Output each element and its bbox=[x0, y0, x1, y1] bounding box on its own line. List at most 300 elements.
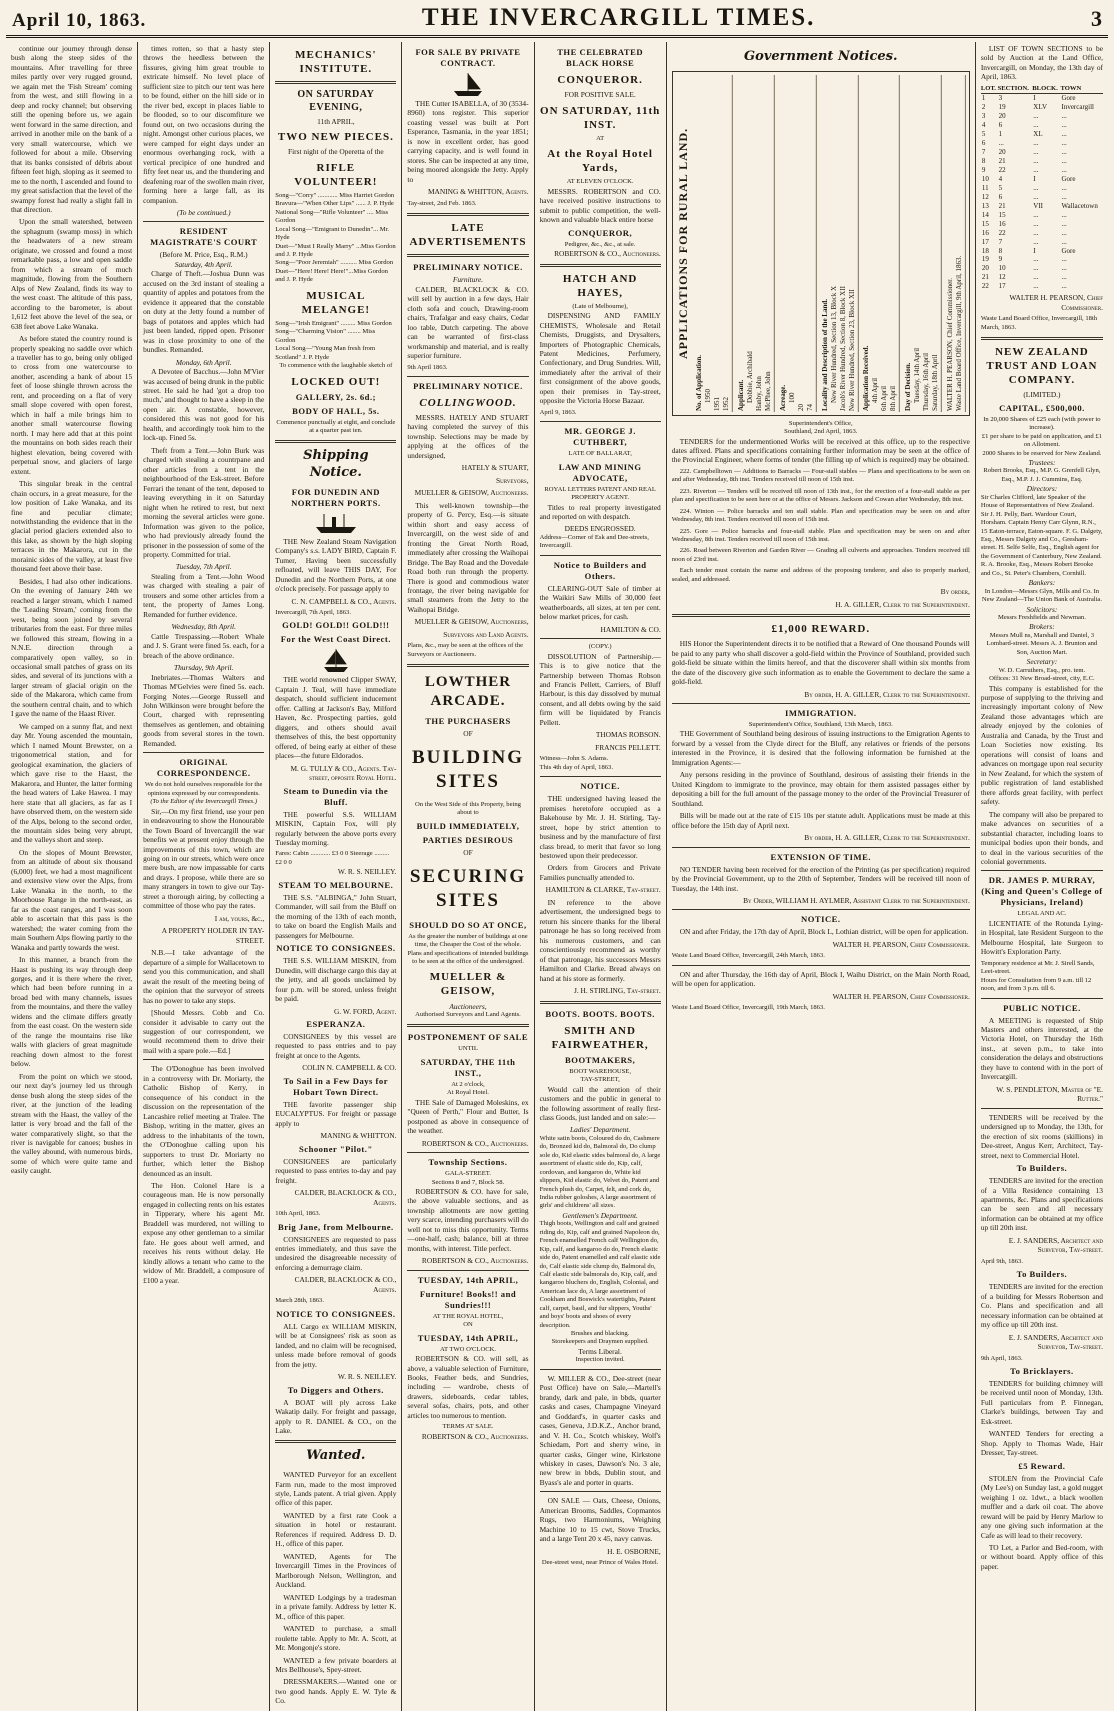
continued-note: (To be continued.) bbox=[176, 207, 231, 217]
table-cell: XLV bbox=[1033, 103, 1048, 112]
court-date: Thursday, 9th April. bbox=[174, 663, 234, 673]
notice-signature: By order, bbox=[940, 587, 970, 597]
divider bbox=[540, 421, 661, 422]
table-row bbox=[981, 148, 1103, 157]
ad-body: THE favorite passenger ship EUCALYPTUS. For freight or passage apply to bbox=[275, 1099, 397, 1128]
ad-body: LICENTIATE of the Rotunda Lying-in Hospital, late Resident Surgeon to the Melbourne Hospital, late Surgeon to Howitt's Exploration Party. bbox=[980, 918, 1103, 957]
ad-agent: Surveyors, bbox=[496, 475, 529, 485]
ad-list: Sir Charles Clifford, late Speaker of the House of Representatives of New Zealand. Sir J. H. Pelly, Bart. Wardour Court, Horsham. Captain Henry Carr Glynn, R.N., 15 Eaton-terrace, Eaton-square. F. G. Dalgety, Esq., Messrs Dalgety and Co., Gresham-street. H. Selfe Selfe, Esq., English agent for the Government of Canterbury, New Zealand. R. A. Brooke, Esq., Messrs Robert Brooke and Co., St. Peter's Chambers, Cornhill. bbox=[980, 493, 1103, 577]
rural-cell: 1952 bbox=[721, 396, 730, 411]
ad-line: BODY OF HALL, 5s. bbox=[292, 405, 380, 416]
court-report: Theft from a Tent.—John Burk was charged with stealing a countrpane and other articles from a tent in the neighbourhood of the Esk-street. Before Ferrari the tenant of the tent, deposed to leaving everything in it on Saturday night when he retired to rest, but next morning the several articles were gone. Information was given to the police, who had previously already found the prisoner in the possession of some of the property. Committed for trial. bbox=[143, 445, 265, 559]
rural-col-locality bbox=[820, 75, 859, 412]
table-row bbox=[981, 255, 1103, 264]
ad-subheading: Directors: bbox=[1026, 484, 1058, 494]
table-cell: 17 bbox=[998, 282, 1006, 291]
ad-line: First night of the Operetta of the bbox=[288, 147, 384, 157]
divider bbox=[672, 703, 970, 704]
column-6 bbox=[667, 42, 976, 1711]
ad-fares: Fares: Cabin ............ £3 0 0 Steerage ......... £2 0 0 bbox=[275, 850, 390, 866]
ad-line: TERMS AT SALE. bbox=[442, 1423, 494, 1431]
ad-body: Would call the attention of their customers and the public in general to the following assortment of really first-class Goods, just landed and on sale:— bbox=[539, 1084, 661, 1122]
rural-col-received bbox=[861, 75, 900, 412]
ad-list: Messrs Mull ns, Marshall and Daniel, 3 Lombard-street. Messrs A. J. Brunton and Son, Auction Mart. bbox=[986, 631, 1098, 656]
classified-ad: WANTED to purchase, a small roulette table. Apply to Mr. A. Scott, at Mr. Mongonje's store. bbox=[275, 1624, 397, 1653]
rural-cell: 6th April bbox=[880, 385, 889, 411]
ad-list: In London—Messrs Glyn, Mills and Co. In New Zealand—The Union Bank of Australia. bbox=[981, 587, 1102, 604]
table-cell: Wallacetown bbox=[1061, 201, 1098, 210]
ad-agent: HAMILTON & CO. bbox=[600, 624, 661, 634]
notice-body: ON and after Thursday, the 16th day of April, Block I, Waihu District, on the Main North Road, will be open for application. bbox=[671, 969, 970, 989]
ad-agent: FRANCIS PELLETT. bbox=[595, 742, 661, 752]
ad-body: THE S.S. WILLIAM MISKIN, from Dunedin, will discharge cargo this day at the jetty, and all goods unclaimed by four p.m. will be stored, unless freight be paid. bbox=[275, 956, 397, 1004]
ad-heading: To Builders. bbox=[1016, 1269, 1068, 1280]
letter-signature: A PROPERTY HOLDER IN TAY-STREET. bbox=[161, 926, 265, 945]
ad-heading: BUILDING SITES bbox=[411, 747, 525, 793]
table-cell: ... bbox=[1061, 165, 1067, 174]
table-cell: ... bbox=[1033, 156, 1039, 165]
notice-signature: WALTER H. PEARSON, Chief Commissioner. bbox=[1009, 293, 1103, 312]
rural-cell: New River Hundred, Section 13, Block X bbox=[829, 285, 838, 403]
ad-subheading: Ladies' Department. bbox=[569, 1125, 631, 1135]
ad-agent: Auctioneers, bbox=[449, 1001, 487, 1011]
rural-cell: 4th April bbox=[871, 377, 880, 403]
rural-office: Waste Land Board Office, Invercargill, 9th April, 1863. bbox=[954, 255, 963, 411]
table-cell: 21 bbox=[981, 273, 989, 282]
rural-cell: 1951 bbox=[712, 396, 721, 411]
table-row bbox=[981, 238, 1103, 247]
divider bbox=[981, 1108, 1103, 1109]
ad-agent: E. J. SANDERS, Architect and Surveyor, Tay-street. bbox=[1008, 1332, 1103, 1352]
rural-col-no bbox=[694, 75, 733, 412]
column-4 bbox=[402, 42, 534, 1711]
town-sections-table bbox=[981, 85, 1103, 291]
ad-heading: NEW ZEALAND TRUST AND LOAN COMPANY. bbox=[986, 346, 1098, 387]
divider bbox=[540, 1369, 661, 1370]
ad-heading: COLLINGWOOD. bbox=[419, 396, 517, 409]
rural-cell: Tuesday, 14th April bbox=[913, 347, 922, 403]
rural-cell: Saturday, 18th April bbox=[930, 354, 939, 411]
ad-heading: NOTICE TO CONSIGNEES. bbox=[276, 1308, 396, 1319]
ad-body: CLEARING-OUT Sale of timber at the Waikiri Saw Mills of 30,000 feet weatherboards, all sizes, at ten per cent. below market prices, for cash. bbox=[539, 583, 661, 622]
ad-line: Pedigree, &c., &c., at sale. bbox=[564, 240, 636, 248]
ad-list: Robert Brooks, Esq., M.P. G. Grenfell Glyn, Esq., M.P. J. J. Cummins, Esq. bbox=[983, 467, 1101, 483]
ad-date: Invercargill, 7th April, 1863. bbox=[275, 609, 351, 616]
programme-item: Local Song—"Emigrant to Dunedin"... Mr. Hyde bbox=[275, 225, 390, 242]
ad-line: Plans and specifications of intended buildings to be seen at the office of the undersigned. bbox=[407, 949, 529, 965]
article-paragraph: As before stated the country round is properly speaking no saddle over which a traveller has to go, being only obliged to cross from one watercourse to another, ascending a bank of about 15 feet of loose shingle thrown across the rent, and proceeding on a flat of very small slope covered with open forest, which in half a mile brings him to another small watercourse flowing north. I may here add that at this point the mountains on both sides reach their highest elevation, being covered with perpetual snow, and glaciers of large extent. bbox=[11, 334, 133, 476]
cutter-ship-icon bbox=[451, 71, 485, 97]
tender-item: 224. Winton — Police barracks and ten stall stable. Plan and specification may be seen on and after Wednesday, 8th inst. Tenders received till noon of 15th inst. bbox=[671, 507, 970, 524]
ad-line: Storekeepers and Draymen supplied. bbox=[551, 1338, 649, 1346]
office-line: Waste Land Board Office, Invercargill, 19th March, 1863. bbox=[671, 1004, 825, 1012]
section-heading: LATE ADVERTISEMENTS bbox=[409, 222, 527, 249]
rural-cell: Jacob's River Hundred, Section 8, Block XII bbox=[838, 285, 847, 411]
ad-agent: Surveyors and Land Agents. bbox=[443, 629, 529, 639]
table-row bbox=[981, 202, 1103, 211]
ad-body: TENDERS will be received by the undersigned up to Monday, the 13th, for the erection of six rooms (skillions) in Dee-street, Angus Kerr, Architect, Tay-street, next to Commercial Hotel. bbox=[980, 1112, 1103, 1160]
rural-table-title: APPLICATIONS FOR RURAL LAND. bbox=[675, 127, 690, 359]
ad-heading: LOWTHER ARCADE. bbox=[424, 674, 512, 710]
ad-date: 9th April, 1863. bbox=[980, 1354, 1023, 1362]
article-paragraph: From the point on which we stood, our next day's journey led us through dense bush along the steep sides of the river, at the junction of the leading stream with the Haast, the valley of the latter is very broad and the fall of the water comparatively slight, so that the river is navigable for canoes; bushes in the valley abound, with numerous birds, some of which were quite tame and easily caught. bbox=[11, 1071, 133, 1176]
table-header: TOWN bbox=[1060, 85, 1103, 94]
letter-signoff: I am, yours, &c., bbox=[214, 913, 265, 923]
ad-agent: E. J. SANDERS, Architect and Surveyor, Tay-street. bbox=[1008, 1235, 1103, 1255]
ad-heading: To Sail in a Few Days for Hobart Town Direct. bbox=[283, 1075, 389, 1097]
table-header: BLOCK. bbox=[1032, 85, 1060, 94]
table-cell: ... bbox=[1061, 228, 1067, 237]
table-cell: 5 bbox=[998, 183, 1003, 192]
table-cell: ... bbox=[1033, 112, 1039, 121]
ad-agent: MUELLER & GEISOW, bbox=[429, 971, 507, 998]
ad-list: Thigh boots, Wellington and calf and grained riding do, Kip, calf and grained Napoleon do, French enamelled French calf Wellington do, Kip, calf, and kangaroo do do, French elastic side do, Patent enamelled and calf elastic side do, Calf elastic side clump do, Balmoral do, Calf elastic side balmorals do, Kip, calf, and kangaroo bluchers do, English, Colonial, and American lace do, A large assortment of Cookham and Boswick's watertights, Patent calf, carpet, basil, and fur slippers, Youths' and boys' boots and shoes of every description. bbox=[539, 1220, 661, 1329]
ad-heading: £5 Reward. bbox=[1018, 1460, 1066, 1471]
ad-date: Tay-street, 2nd Feb. 1863. bbox=[407, 199, 477, 207]
table-row bbox=[981, 211, 1103, 220]
notice-signature: By order, H. A. GILLER, Clerk to the Superintendent. bbox=[804, 833, 970, 843]
table-row bbox=[981, 130, 1103, 139]
rural-cell: Hanby, John bbox=[754, 375, 763, 411]
ad-heading: To Diggers and Others. bbox=[287, 1384, 384, 1395]
ad-heading: Brig Jane, from Melbourne. bbox=[277, 1221, 394, 1232]
rural-header: Locality and Description of the Land. bbox=[820, 298, 829, 411]
table-cell: 21 bbox=[998, 156, 1006, 165]
table-cell: ... bbox=[1033, 139, 1039, 148]
table-row bbox=[981, 139, 1103, 148]
ad-line: AT ELEVEN O'CLOCK. bbox=[566, 178, 634, 186]
tender-item: 223. Riverton — Tenders will be received till noon of 13th inst., for the erection of a four-stall stable as per plan and specification to be seen here or at the office of Messrs. Jackson and Cowan after Wednesday, 8th inst. bbox=[671, 487, 970, 504]
ad-heading: MUSICAL MELANGE! bbox=[301, 289, 371, 316]
ad-body: This company is established for the purpose of supplying to the thriving and increasingly important colony of New Zealand those advantages which are already enjoyed by the colonies of Australia and Canada, by the Trust and Loan Societies now existing. Its operations will consist of loans and advances on mortgage upon real security in New Zealand, for which the system of public registration of land established there affords great facility, with perfect safety. bbox=[980, 683, 1103, 807]
ad-line: Offices: 31 New Broad-street, city, E.C. bbox=[989, 675, 1095, 683]
divider bbox=[981, 998, 1103, 999]
notice-body: ON and after Friday, the 17th day of April, Block L, Lothian district, will be open for application. bbox=[679, 927, 969, 937]
programme-item: Bravura—"When Other Lips" ...... J. P. Hyde bbox=[275, 200, 394, 208]
ad-body: WANTED Tenders for erecting a Shop. Apply to Thomas Wade, Hair Dresser, Tay-street. bbox=[980, 1429, 1103, 1458]
ad-subheading: Gentlemen's Department. bbox=[562, 1210, 638, 1220]
ad-line: SHOULD DO SO AT ONCE, bbox=[409, 919, 527, 930]
divider bbox=[407, 376, 528, 377]
notice-body: LIST OF TOWN SECTIONS to be sold by Auction at the Land Office, Invercargill, on Monday, the 13th day of April, 1863. bbox=[980, 44, 1103, 82]
notice-signature: WALTER H. PEARSON, Chief Commissioner. bbox=[832, 939, 970, 949]
table-header: SECTION. bbox=[998, 85, 1033, 94]
article-paragraph: The O'Donoghue has been involved in a controversy with Dr. Moriarty, the Catholic Bishop of Kerry, in consequence of his conduct in the discussion on the representation of the Lancashire relief meeting at Tralee. The Bishop, writing in the matter, gives an address to the inhabitants of the town, the O'Donoghue calling upon his supporters to trust Dr. Moriarty no further, which letter the Bishop denounced as an insult. bbox=[143, 1064, 265, 1178]
rural-cell: 1950 bbox=[704, 388, 713, 403]
ad-agent: Authorised Surveyors and Land Agents. bbox=[415, 1011, 521, 1019]
ad-date: This 4th day of April, 1863. bbox=[539, 763, 614, 771]
tender-item: 225. Gore — Police barracks and four-stall stable. Plan and specification may be seen on and after Wednesday, 8th inst. Tenders received till noon of 15th inst. bbox=[671, 527, 970, 543]
ad-body: TENDERS are invited for the erection of a Villa Residence containing 13 apartments, &c. Plans and specifications can be seen and all necessary information can be obtained at my office up till 20th inst. bbox=[980, 1176, 1103, 1233]
ad-body: Orders from Grocers and Private Families punctually attended to. bbox=[539, 863, 661, 882]
ad-body: A BOAT will ply across Lake Wakatip daily. For freight and passage, apply to R. DANIEL & CO., on the Lake. bbox=[275, 1397, 397, 1435]
ad-heading: HATCH AND HAYES, bbox=[562, 272, 638, 299]
subheading: (Before M. Price, Esq., R.M.) bbox=[159, 250, 248, 260]
letter-address: (To the Editor of the Invercargill Times.) bbox=[150, 798, 258, 806]
programme-item: Local Song—"Young Man fresh from Scotland" J. P. Hyde bbox=[275, 345, 376, 361]
ad-body: THE undersigned having leased the premises heretofore occupied as a Bakehouse by Mr. J. H. Stirling, Tay-street, hope by strict attention to business and by the manufacture of first class bread, to merit that favor so long bestowed upon their predecessor. bbox=[539, 794, 661, 860]
ad-subheading: Brokers: bbox=[1029, 622, 1055, 632]
court-date: Tuesday, 7th April. bbox=[175, 562, 232, 572]
table-row bbox=[981, 175, 1103, 184]
ad-agent: ROBERTSON & CO., Auctioneers. bbox=[421, 1431, 529, 1441]
table-cell: 6 bbox=[981, 139, 986, 148]
table-cell: ... bbox=[1033, 148, 1039, 157]
ad-agent: COLIN N. CAMPBELL & CO. bbox=[302, 1063, 397, 1073]
table-row bbox=[981, 282, 1103, 291]
table-cell: 1 bbox=[981, 94, 986, 103]
notice-signature: H. A. GILLER, Clerk to the Superintendent. bbox=[835, 599, 970, 609]
notice-heading: NOTICE. bbox=[800, 914, 841, 925]
table-header-row bbox=[981, 85, 1103, 94]
ad-heading: ESPERANZA. bbox=[306, 1018, 366, 1029]
table-cell: ... bbox=[1061, 139, 1067, 148]
ad-body: MESSRS. HATELY AND STUART having completed the survey of this township. Selections may be made by applying at the offices of the undersigned, bbox=[407, 413, 529, 460]
ad-line: TAY-STREET, bbox=[580, 1076, 620, 1084]
notice-signature: By order, H. A. GILLER, Clerk to the Superintendent. bbox=[804, 689, 970, 699]
table-cell: 7 bbox=[981, 148, 986, 157]
notice-body: Any persons residing in the province of Southland, desirous of assisting their friends in the United Kingdom to immigrate to the province, may obtain for them assisted passages either by depositing a bill for the full amount of the passage money to the order of the Provincial Treasurer of Southland. bbox=[671, 770, 970, 808]
programme-item: Duet—"Must I Really Marry" ...Miss Gordon and J. P. Hyde bbox=[275, 242, 396, 258]
rural-col-signature bbox=[945, 75, 966, 412]
ad-agent: ROBERTSON & CO., Auctioneers. bbox=[554, 249, 661, 259]
ad-heading: Furniture! Books!! and Sundries!!! bbox=[419, 1288, 517, 1310]
ad-line: THE PURCHASERS bbox=[425, 715, 511, 726]
table-cell: 19 bbox=[998, 103, 1006, 112]
classified-ad: WANTED, Agents for The Invercargill Times in the Provinces of Marlborough Nelson, Wellington, and Auckland. bbox=[275, 1551, 397, 1590]
ad-line: As the greater the number of buildings at one time, the Cheaper the Cost of the whole. bbox=[408, 932, 528, 949]
ad-body: CALDER, BLACKLOCK & CO. will sell by auction in a few days, Hair cloth sofa and couch, Drawing-room chairs, Trafalgar and easy chairs, Cedar loo table, Dutch carpeting. The above can be warranted of first-class workmanship and material, and is really superior furniture. bbox=[407, 284, 529, 361]
ad-heading: FOR DUNEDIN AND NORTHERN PORTS. bbox=[291, 486, 381, 508]
column-1 bbox=[6, 42, 138, 1711]
ad-line: Terms Liberal. bbox=[578, 1346, 622, 1356]
table-row bbox=[981, 220, 1103, 229]
table-cell: ... bbox=[1061, 282, 1067, 291]
section-heading-blackletter: Shipping Notice. bbox=[303, 448, 369, 481]
programme-item: Song—"Corry" ............ Miss Harriet Gordon bbox=[275, 191, 395, 199]
ad-agent: CALDER, BLACKLOCK & CO., Agents. bbox=[294, 1275, 397, 1294]
rural-cell: 74 bbox=[805, 403, 814, 411]
ad-body: Titles to real property investigated and reported on with despatch. bbox=[539, 502, 661, 522]
rural-cell: New River Hundred, Section 23, Block XII bbox=[847, 288, 856, 411]
table-row bbox=[981, 94, 1103, 103]
ad-heading: PRELIMINARY NOTICE. bbox=[413, 380, 523, 391]
ad-body: THE S.S. "ALBINGA," John Stuart, Commander, will sail from the Bluff on the morning of the 13th of each month, to take on board the English Mails and passengers for Melbourne. bbox=[275, 892, 397, 940]
ad-agent: W. R. S. NEILLEY. bbox=[337, 1372, 397, 1382]
ad-line: (COPY.) bbox=[588, 643, 612, 651]
ad-line: ON SATURDAY, 11th INST. bbox=[540, 104, 661, 131]
table-cell: ... bbox=[1033, 264, 1039, 273]
divider bbox=[540, 776, 661, 777]
ad-line: In 20,000 Shares of £25 each (with power to increase). bbox=[983, 415, 1101, 432]
court-report: Cattle Trespassing.—Robert Whale and J. S. Grant were fined 5s. each, for a breach of the above ordinance. bbox=[143, 631, 265, 660]
section-heading: ORIGINAL CORRESPONDENCE. bbox=[156, 757, 251, 779]
ad-body: MESSRS. ROBERTSON and CO. have received positive instructions to submit to public competition, the well-known and valuable black entire horse bbox=[539, 186, 661, 225]
table-cell: 12 bbox=[998, 273, 1006, 282]
ad-line: £1 per share to be paid on application, and £1 on Allotment. bbox=[981, 432, 1102, 449]
ad-line: CONQUEROR, bbox=[568, 227, 633, 238]
editor-note: [Should Messrs. Cobb and Co. consider it advisable to carry out the suggestion of our correspondent, we would recommend them to drive their mail with a spare pole.—Ed.] bbox=[143, 1008, 265, 1055]
ad-agent: ROBERTSON & CO., Auctioneers. bbox=[421, 1256, 529, 1266]
ad-line: To commence with the laughable sketch of bbox=[279, 362, 393, 370]
ad-body: THE New Zealand Steam Navigation Company's s.s. LADY BIRD, Captain F. Tumer, Having been successfully refloated, will leave THIS DAY, For Dunedin and the Northern Ports, at one o'clock precisely. For passage apply to bbox=[275, 536, 397, 594]
steamship-icon bbox=[314, 511, 358, 535]
article-paragraph: In this manner, a branch from the Haast is pushing its way through deep gorges, and it is there where the river, which had been before running in a broad bed with many channels, issues from the mountains, and there the valley widens and the climate differs greatly from the east coast. On the western side of the range the mountains rise like walls with glaciers of great magnitude reaching down almost to the forest below. bbox=[11, 955, 133, 1069]
table-row bbox=[981, 247, 1103, 256]
ad-heading: FOR SALE BY PRIVATE CONTRACT. bbox=[415, 47, 521, 68]
ad-heading: SECURING SITES bbox=[409, 866, 527, 912]
ad-line: SATURDAY, THE 11th INST., bbox=[420, 1056, 516, 1078]
ad-line: AT TWO O'CLOCK. bbox=[439, 1345, 497, 1353]
table-cell: Gore bbox=[1061, 94, 1076, 103]
classified-ad: WANTED a few private boarders at Mrs Bellhouse's, Spey-street. bbox=[275, 1655, 397, 1674]
tender-item: 222. Campbelltown — Additions to Barracks — Four-stall stables — Plans and specifications to be seen on and after Wednesday, 8th inst. Tenders received till noon of 15th inst. bbox=[671, 467, 970, 484]
divider bbox=[275, 440, 396, 443]
ad-heading: Steam to Dunedin via the Bluff. bbox=[283, 785, 389, 807]
table-cell: I bbox=[1033, 94, 1036, 103]
table-cell: 16 bbox=[981, 228, 989, 237]
rural-cell: Dobbie, Archibald bbox=[745, 350, 754, 403]
ad-body: ROBERTSON & CO. will sell, as above, a valuable selection of Furniture, Books, Feather beds, and Sundries, including — wardrobe, chests of drawers, sideboards, cedar tables, several sofas, chairs, pots, and other articles too numerous to mention. bbox=[407, 1354, 529, 1420]
notice-body: Bills will be made out at the rate of £15 10s per statute adult. Applications must be made at this office before the 15th day of April next. bbox=[671, 811, 970, 830]
table-cell: ... bbox=[1061, 237, 1067, 246]
office-line: Waste Land Board Office, Invercargill, 24th March, 1863. bbox=[671, 952, 825, 960]
ad-agent: C. N. CAMPBELL & CO., Agents. bbox=[291, 596, 397, 606]
column-2 bbox=[138, 42, 270, 1711]
section-heading-blackletter: Wanted. bbox=[306, 1448, 366, 1464]
ad-heading: Notice to Builders and Others. bbox=[553, 559, 647, 581]
ad-agent: J. H. STIRLING, Tay-street. bbox=[573, 986, 661, 996]
programme-item: Duet—"Here! Here! Here!"...Miss Gordon and J. P. Hyde bbox=[275, 267, 388, 284]
ad-heading: GOLD! GOLD!! GOLD!!! bbox=[282, 620, 390, 631]
ad-heading: CONQUEROR. bbox=[557, 74, 643, 86]
table-cell: ... bbox=[1033, 165, 1039, 174]
ad-line: 2000 Shares to be reserved for New Zealand. bbox=[982, 449, 1102, 457]
table-cell: ... bbox=[1061, 148, 1067, 157]
rural-cell: 100 bbox=[787, 392, 796, 403]
ad-line: GALA-STREET. bbox=[445, 1170, 491, 1178]
divider bbox=[407, 1152, 528, 1153]
ad-line: AT bbox=[596, 134, 605, 142]
ad-list: White satin boots, Coloured do do, Cashmere do, Bronzed kid do, Balmoral do, Do clump sole do, Kid elastic sides balmoral do, A large assortment of elastic side do, Kip, calf, cordovan, and kangaroo do, White kid slippers, Kid elastic do, Velvet do, Patent and French plush do, Carpet, felt, and cork do, India rubber goloshes, A large assortment of girls' and childrens' all sizes. bbox=[539, 1134, 661, 1210]
divider bbox=[275, 81, 396, 84]
table-cell: ... bbox=[1061, 210, 1067, 219]
table-cell: 20 bbox=[998, 112, 1006, 121]
table-cell: 9 bbox=[998, 255, 1003, 264]
ad-heading: PRELIMINARY NOTICE. bbox=[413, 262, 523, 273]
ad-heading: RIFLE VOLUNTEER! bbox=[294, 161, 378, 188]
office-date: Southland, 2nd April, 1863. bbox=[784, 428, 858, 436]
table-cell: 3 bbox=[998, 94, 1003, 103]
table-cell: I bbox=[1033, 174, 1036, 183]
divider bbox=[143, 752, 264, 753]
ad-agent: CALDER, BLACKLOCK & CO., Agents. bbox=[294, 1188, 397, 1207]
table-row bbox=[981, 229, 1103, 238]
ad-heading: MR. GEORGE J. CUTHBERT, bbox=[564, 426, 636, 448]
table-cell: Gore bbox=[1061, 174, 1076, 183]
ad-date: April 9th, 1863. bbox=[980, 1257, 1023, 1265]
divider bbox=[981, 337, 1103, 340]
table-cell: ... bbox=[1061, 112, 1067, 121]
table-cell: 4 bbox=[998, 174, 1003, 183]
table-cell: ... bbox=[1061, 219, 1067, 228]
classified-ad: DRESSMAKERS.—Wanted one or two good hands. Apply E. W. Tyle & Co. bbox=[275, 1677, 397, 1706]
notice-body: NO TENDER having been received for the erection of the Printing (as per specification) required by the Provincial Government, up to the 20th of September, Tenders will be received till noon of Tuesday, the 14th inst. bbox=[671, 864, 970, 893]
ad-line: At 2 o'clock, bbox=[451, 1080, 485, 1088]
table-cell: 21 bbox=[998, 201, 1006, 210]
court-date: Saturday, 4th April. bbox=[174, 259, 233, 269]
ad-line: LATE OF BALLARAT, bbox=[568, 450, 632, 458]
ad-heading: POSTPONEMENT OF SALE bbox=[407, 1032, 529, 1043]
ad-agent: ROBERTSON & CO., Auctioneers. bbox=[421, 1138, 529, 1148]
disclaimer: We do not hold ourselves responsible for the opinions expressed by our correspondents. bbox=[144, 781, 263, 797]
letter-body: Sir,—On my first friend, use your pen in endeavouring to show the Honourable the Town Board of Invercargill the war benefits we at present enjoy through the improvements of this town, which are going on in our streets, which were once mere bush, are now impassable for carts and drays. I propose, while there are so many strangers in town to give our Tay-street a thorough airing, by collecting a committee of those who pay the rates. bbox=[143, 806, 265, 911]
ad-body: ROBERTSON & CO. have for sale, the above valuable sections, and as township allotments are now getting very scarce, intending purchasers will do well not to miss this opportunity. Terms—one-half, cash; balance, bill at three months, with interest. Title perfect. bbox=[407, 1186, 529, 1253]
ad-line: TUESDAY, 14th APRIL, bbox=[417, 1332, 519, 1343]
table-row bbox=[981, 103, 1103, 112]
article-paragraph: continue our journey through dense bush along the steep sides of the mountains. After travelling for three miles partly over very rugged ground, we again met the 'Fish Stream' coming from the west, and still flowing in a deep and rocky channel; but observing still the opening before us, we again went forward in the same direction, and arrived in another mile on the bank of a very small watercourse, which we followed for about a mile. Observing that its banks consisted of débris about fifteen feet high, sloping as it seemed to me to the north, I ascended and found to my great satisfaction that the level of the swampy forest had really a slight fall in that direction. bbox=[11, 44, 133, 214]
ad-heading: At the Royal Hotel Yards, bbox=[547, 148, 653, 175]
ad-line: FOR POSITIVE SALE. bbox=[564, 90, 636, 100]
table-cell: 15 bbox=[981, 219, 989, 228]
ad-heading: MECHANICS' INSTITUTE. bbox=[295, 49, 377, 76]
table-row bbox=[981, 157, 1103, 166]
ad-line: Commence punctually at eight, and conclude at a quarter past ten. bbox=[276, 418, 396, 435]
ad-heading: DR. JAMES P. MURRAY, (King and Queen's College of Physicians, Ireland) bbox=[981, 875, 1103, 908]
column-7 bbox=[976, 42, 1108, 1711]
ad-date: 9th April 1863. bbox=[407, 363, 448, 371]
ad-heading: NOTICE. bbox=[580, 781, 620, 792]
rural-cell: 8th April bbox=[889, 385, 898, 411]
ad-line: ON SATURDAY EVENING, bbox=[297, 89, 375, 113]
ad-heading: For the West Coast Direct. bbox=[280, 634, 391, 645]
article-paragraph: We camped on a sunny flat, and next day Mr. Young ascended the mountain, which I named Mount Brewster, on a trigonometrical station, and for geological examination, the glaciers of which gave rise to the Haast, the Makarora, and Hunter, the latter forming the head waters of Lake Hawea. I may here state that all glaciers, as far as I have observed them, on the western side of the Alps, belong to the second order, the mountain sides being very abrupt, and the valleys short and steep. bbox=[11, 721, 133, 845]
section-heading-blackletter: Government Notices. bbox=[744, 49, 898, 64]
table-cell: 20 bbox=[981, 264, 989, 273]
divider bbox=[672, 614, 970, 617]
notice-body: Each tender must contain the name and address of the proposing tenderer, and also to properly marked, sealed, and addressed. bbox=[671, 567, 970, 583]
ad-line: On the West Side of this Property, being about to bbox=[415, 800, 521, 817]
classified-ad: WANTED Purveyor for an excellent Farm run, made to the most improved style, Lands patent. A trial given. Apply office of this paper. bbox=[275, 1470, 397, 1508]
ad-subheading: Trustees: bbox=[1028, 457, 1056, 467]
ad-agent: W. S. PENDLETON, Master of "E. Rutter." bbox=[996, 1084, 1103, 1104]
notice-body: TENDERS for the undermentioned Works will be received at this office, up to the respective dates affixed. Plans and specifications containing further information may be seen at the office of the Provincial Engineer, where forms of tender (the filling up of which is required) may be obtained. bbox=[671, 436, 970, 465]
divider bbox=[540, 638, 661, 639]
rural-cell: McPhee, John bbox=[763, 370, 772, 411]
ad-agent: W. R. S. NEILLEY. bbox=[337, 867, 397, 877]
rural-cell: 20 bbox=[796, 403, 805, 411]
table-cell: 5 bbox=[981, 130, 986, 139]
ad-line: ON bbox=[463, 1321, 473, 1329]
tender-item: 226. Road between Riverton and Garden River — Grading all culverts and approaches. Tenders received till noon of 23rd inst. bbox=[671, 547, 970, 563]
ad-line: ROYAL LETTERS PATENT AND REAL PROPERTY AGENT. bbox=[544, 485, 656, 502]
table-row bbox=[981, 193, 1103, 202]
table-cell: 7 bbox=[998, 237, 1003, 246]
table-cell: 22 bbox=[998, 165, 1006, 174]
issue-date: April 10, 1863. bbox=[12, 10, 147, 31]
rural-col-decision bbox=[903, 75, 942, 412]
programme-item: Song—"Irish Emigrant" ......... Miss Gordon bbox=[275, 319, 392, 327]
office-line: Waste Land Board Office, Invercargill, 18th March, 1863. bbox=[980, 315, 1098, 331]
rural-header: No. of Application. bbox=[695, 354, 704, 411]
table-row bbox=[981, 121, 1103, 130]
divider bbox=[143, 221, 264, 222]
rural-col-acreage bbox=[778, 75, 817, 412]
rural-col-applicant bbox=[736, 75, 775, 412]
article-paragraph: The Hon. Colonel Hare is a courageous man. He is now personally engaged in collecting rents on his estates in Tipperary, where his agent Mr. Braddell was murdered, not willing to expose any other gentleman to a similar fate. He goes about well armed, and receives his rents without delay. He kindly allows a tenant who came to the widow of Mr. Braddell, a composure of £100 a year. bbox=[143, 1181, 265, 1285]
notice-body: HIS Honor the Superintendent directs it to be notified that a Reward of One thousand Pounds will be paid to any party who shall discover a gold-field within the Province of Southland, provided such gold-field be situate within the limits hereof, and that the discoverer shall within six months from the date of the discovery give such information as to enable the Government to declare the same a gold-field. bbox=[671, 639, 970, 687]
rural-cell: Thursday, 16th April bbox=[922, 352, 931, 411]
